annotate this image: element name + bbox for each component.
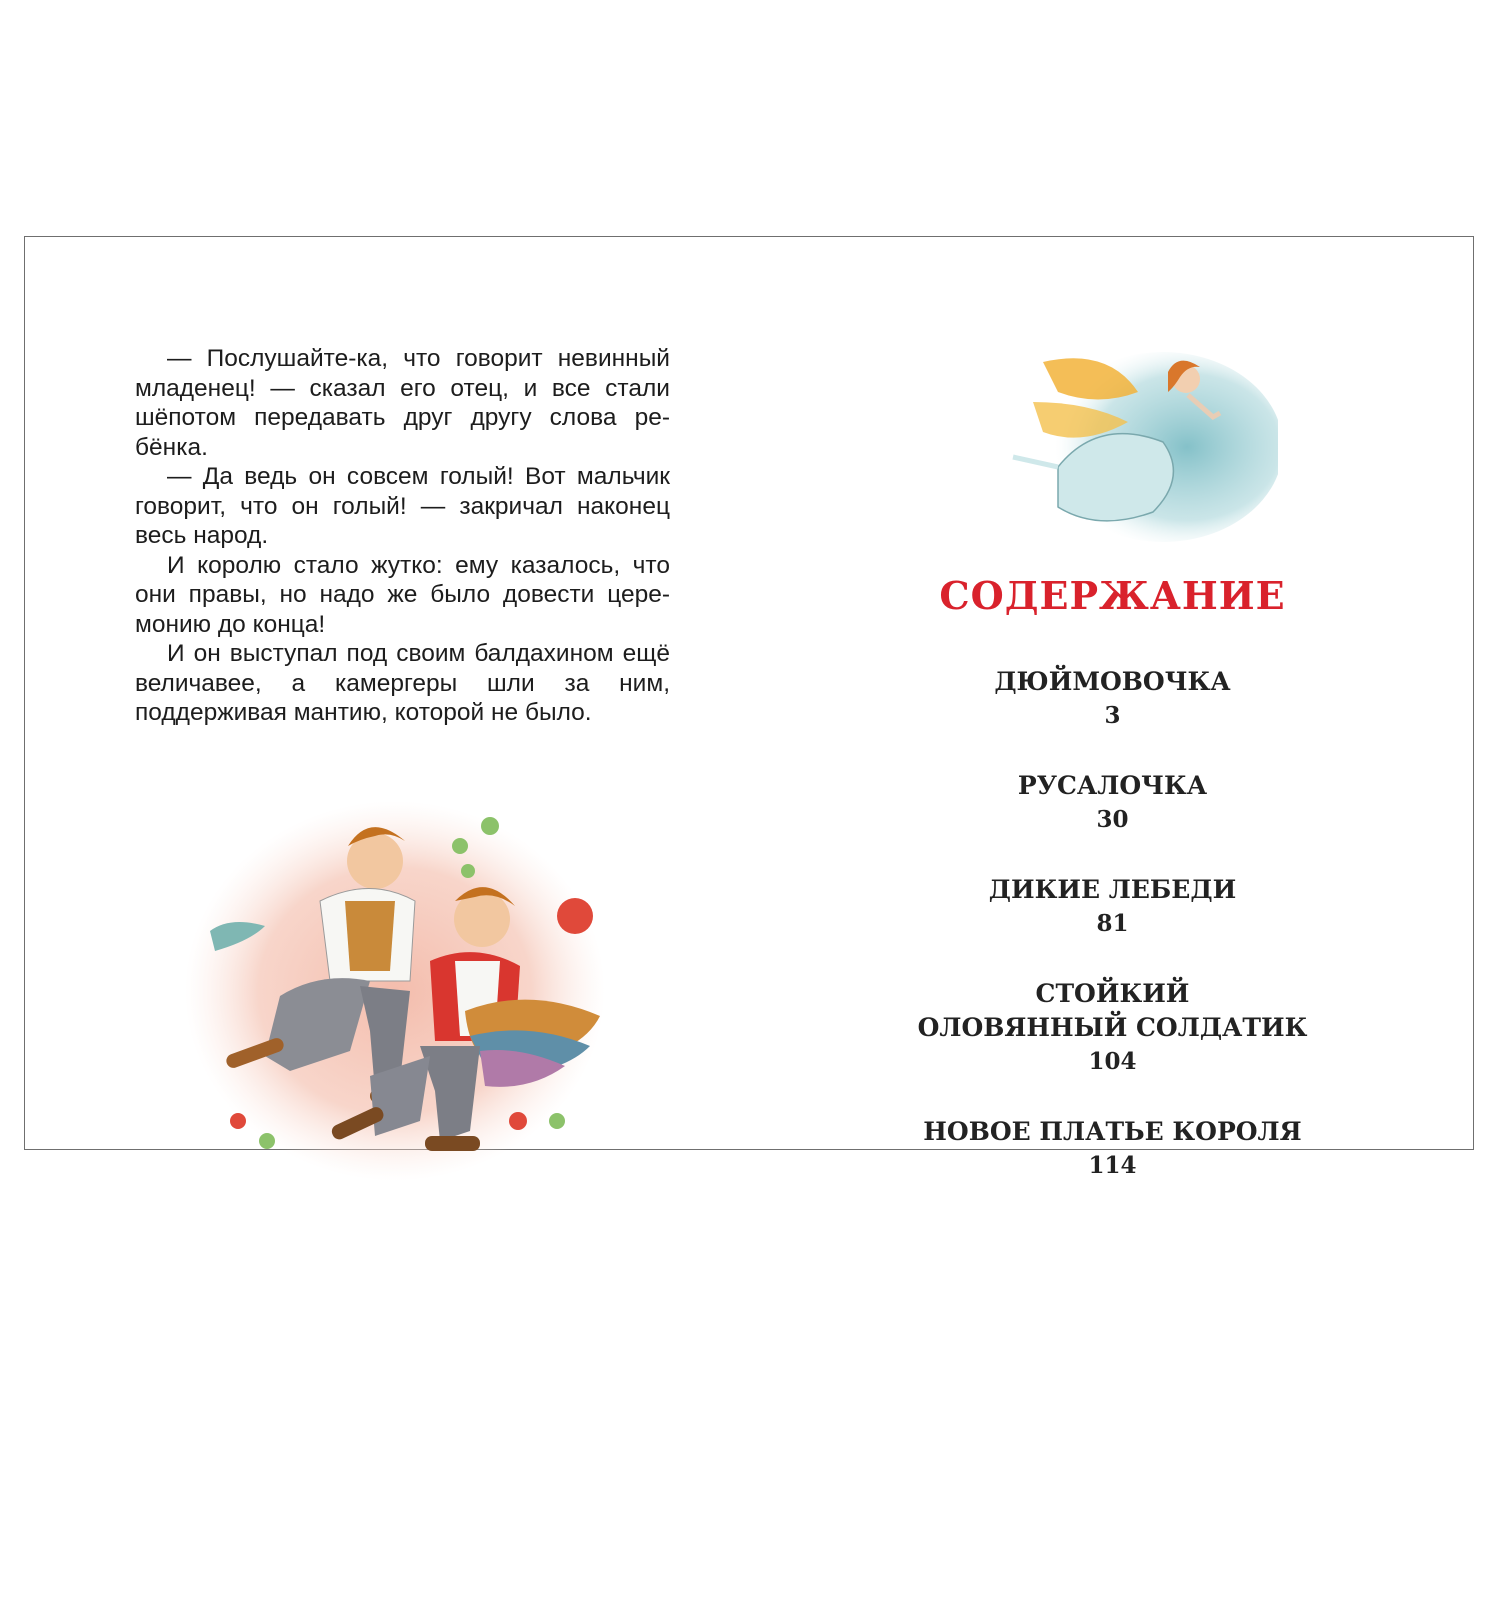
- toc-entry[interactable]: [750, 977, 1475, 1079]
- apple-core: [259, 1133, 275, 1149]
- paragraph: — Послушайте-ка, что говорит невинный младенец! — сказал его отец, и все стали шёпотом передавать друг другу слова ребёнка.: [135, 345, 670, 461]
- apple-core: [549, 1113, 565, 1129]
- toc-entry-page: 114: [1088, 1152, 1137, 1179]
- toc-title: СОДЕРЖАНИЕ: [939, 573, 1286, 618]
- paragraph: — Да ведь он совсем голый! Вот мальчик говорит, что он голый! — закричал наконец весь народ.: [135, 463, 670, 549]
- book-spread: [24, 236, 1474, 1179]
- story-text: [135, 344, 670, 728]
- left-page: [25, 237, 750, 1149]
- toc-entry-title: НОВОЕ ПЛАТЬЕ КОРОЛЯ: [923, 1117, 1302, 1146]
- toc-entry-title-line2: ОЛОВЯННЫЙ СОЛДАТИК: [917, 1013, 1308, 1042]
- paragraph: И он выступал под своим балдахином ещё величавее, а камергеры шли за ним, поддерживая мантию, которой не было.: [135, 640, 670, 726]
- toc-entry-page: 3: [1104, 702, 1121, 729]
- toc-entry[interactable]: [750, 769, 1475, 837]
- toc-entry-title: ДИКИЕ ЛЕБЕДИ: [988, 875, 1237, 904]
- toc-entry-title: РУСАЛОЧКА: [1017, 771, 1208, 800]
- toc-entry[interactable]: [750, 665, 1475, 733]
- tomato: [509, 1112, 527, 1130]
- tomato: [230, 1113, 246, 1129]
- table-of-contents: [750, 665, 1475, 1219]
- apple-core: [452, 838, 468, 854]
- toc-entry[interactable]: [750, 873, 1475, 941]
- apple-core: [461, 864, 475, 878]
- toc-entry-title: ДЮЙМОВОЧКА: [994, 667, 1231, 696]
- running-courtiers-illustration: [170, 791, 625, 1186]
- toc-entry[interactable]: [750, 1115, 1475, 1183]
- toc-entry-page: 81: [1096, 910, 1129, 937]
- paragraph: И королю стало жутко: ему казалось, что они правы, но надо же было довести церемонию до конца!: [135, 551, 670, 638]
- toc-entry-page: 30: [1096, 806, 1129, 833]
- apple-core: [481, 817, 499, 835]
- toc-entry-title-line1: СТОЙКИЙ: [1035, 979, 1190, 1008]
- fairy-illustration: [988, 347, 1278, 543]
- right-page: [750, 237, 1475, 1179]
- toc-entry-page: 104: [1088, 1048, 1137, 1075]
- tomato: [557, 898, 593, 934]
